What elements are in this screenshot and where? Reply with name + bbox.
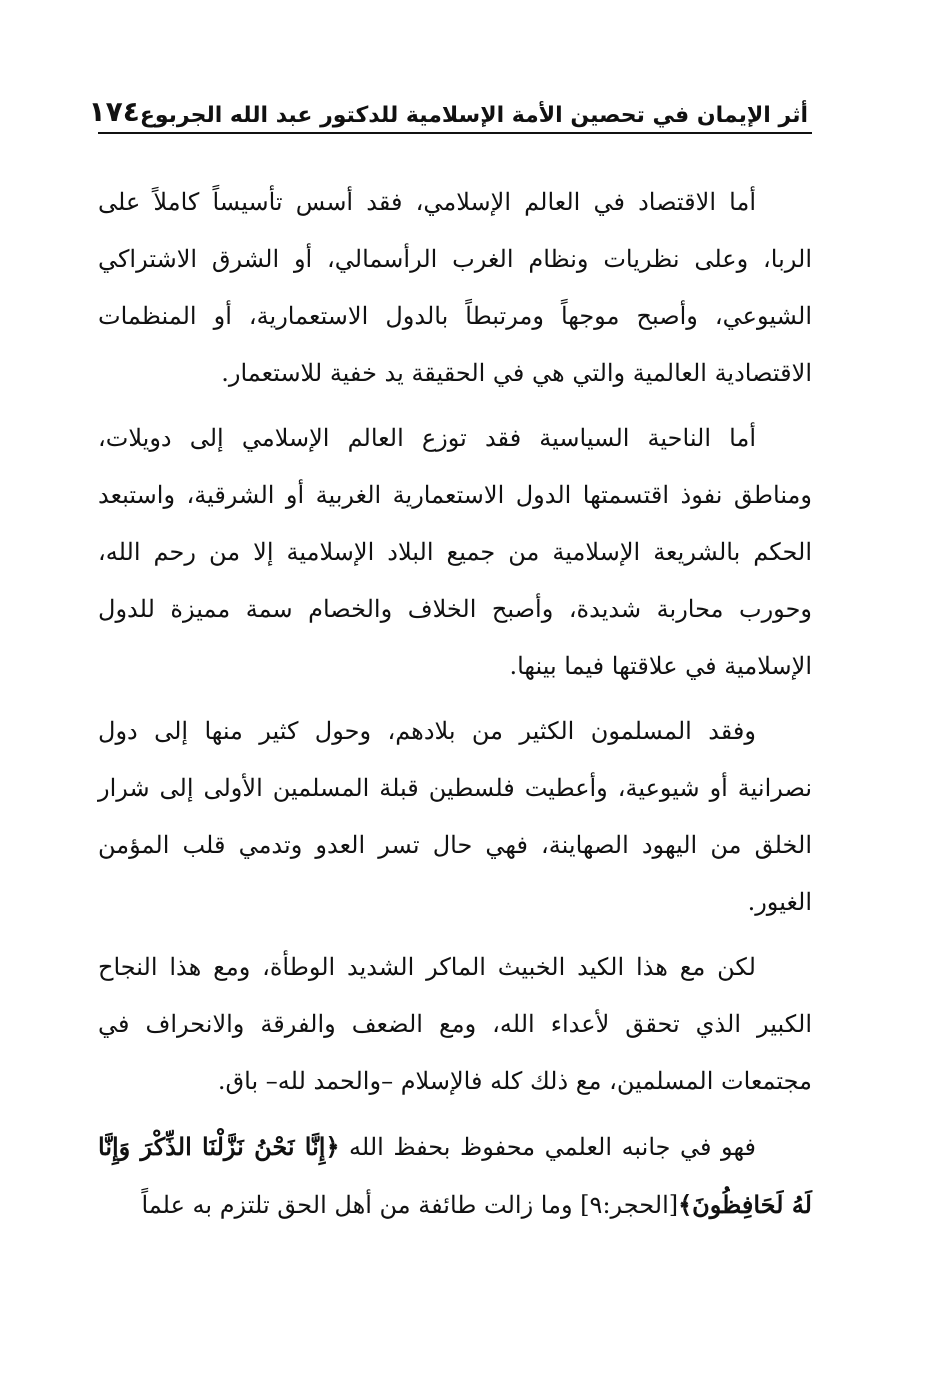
book-page (88, 92, 812, 1242)
paragraph-economy: أما الاقتصاد في العالم الإسلامي، فقد أسس تأسيساً كاملاً على الربا، وعلى نظريات ونظام الغرب الرأسمالي، أو الشرق الاشتراكي الشيوعي، وأصبح موجهاً ومرتبطاً بالدول الاستعمارية، أو المنظمات الاقتصادية العالمية والتي هي في الحقيقة يد خفية للاستعمار. (98, 188, 812, 387)
paragraph-preservation (98, 1118, 812, 1234)
verse-citation: [الحجر:٩] وما زالت طائفة من أهل الحق تلتزم به علماً (141, 1191, 679, 1219)
preservation-text-start: فهو في جانبه العلمي محفوظ بحفظ الله (339, 1133, 756, 1161)
body-text (98, 174, 812, 1234)
paragraph-lost-lands: وفقد المسلمون الكثير من بلادهم، وحول كثير منها إلى دول نصرانية أو شيوعية، وأعطيت فلسطين قبلة المسلمين الأولى إلى شرار الخلق من اليهود الصهاينة، فهي حال تسر العدو وتدمي قلب المؤمن الغيور. (98, 717, 812, 916)
running-title: أثر الإيمان في تحصين الأمة الإسلامية للدكتور عبد الله الجربوع (139, 103, 808, 128)
paragraph-politics: أما الناحية السياسية فقد توزع العالم الإسلامي إلى دويلات، ومناطق نفوذ اقتسمتها الدول الاستعمارية الغربية أو الشرقية، واستبعد الحكم بالشريعة الإسلامية من جميع البلاد الإسلامية إلا من رحم الله، وحورب محاربة شديدة، وأصبح الخلاف والخصام سمة مميزة للدول الإسلامية في علاقتها فيما بينها. (98, 424, 812, 680)
running-header (88, 92, 812, 134)
quran-verse: ﴿إِنَّا نَحْنُ نَزَّلْنَا الذِّكْرَ وَإِنَّا لَهُ لَحَافِظُونَ﴾ (98, 1132, 812, 1219)
paragraph-islam-remains: لكن مع هذا الكيد الخبيث الماكر الشديد الوطأة، ومع هذا النجاح الكبير الذي تحقق لأعداء الله، ومع الضعف والفرقة والانحراف في مجتمعات المسلمين، مع ذلك كله فالإسلام –والحمد لله– باق. (98, 953, 812, 1095)
page-number: ١٧٤ (88, 95, 140, 128)
